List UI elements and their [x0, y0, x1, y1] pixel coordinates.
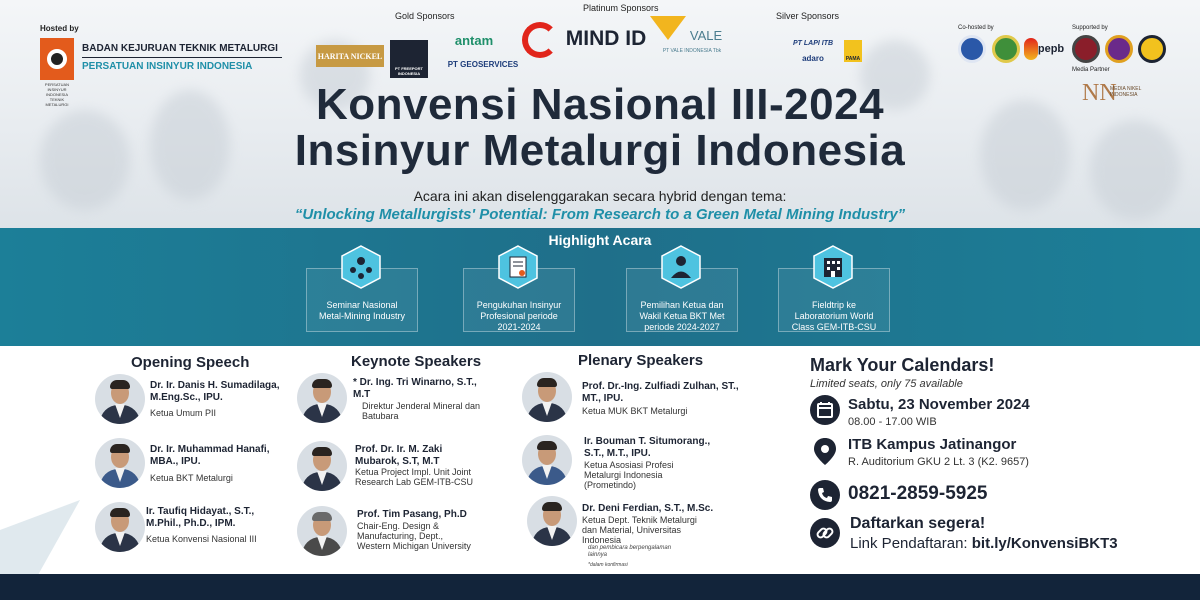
speaker-role: Ketua BKT Metalurgi [150, 473, 233, 483]
support-seal-2-icon [1105, 35, 1133, 63]
speaker-role: Direktur Jenderal Mineral dan Batubara [362, 401, 481, 421]
avatar [522, 435, 572, 485]
speaker-role: Ketua Project Impl. Unit Joint Research Lab GEM-ITB-CSU [355, 467, 474, 487]
bkt-logo-caption: PERSATUAN INSINYUR INDONESIA TEKNIK METALURGI [44, 82, 70, 107]
platinum-sponsors-label: Platinum Sponsors [583, 3, 659, 13]
speaker-name: * Dr. Ing. Tri Winarno, S.T., M.T [353, 377, 477, 400]
speaker-role: Ketua MUK BKT Metalurgi [582, 406, 688, 416]
limited-seats-text: Limited seats, only 75 available [810, 378, 963, 390]
event-theme: “Unlocking Metallurgists' Potential: From Research to a Green Metal Mining Industry” [294, 206, 906, 223]
highlight-title: Highlight Acara [548, 232, 652, 248]
speaker-name: Prof. Dr.-Ing. Zulfiadi Zulhan, ST., MT., IPU. [582, 381, 739, 404]
silver-sponsors-label: Silver Sponsors [776, 11, 840, 21]
lapi-itb-logo: PT LAPI ITB [792, 39, 834, 47]
support-seal-1-icon [1072, 35, 1100, 63]
pepb-icon [1024, 38, 1038, 60]
avatar [95, 374, 145, 424]
event-title-line1: Konvensi Nasional III-2024 [315, 80, 885, 129]
speaker-name: Dr. Ir. Danis H. Sumadilaga, M.Eng.Sc., IPU. [150, 380, 280, 403]
highlight-band [0, 228, 1200, 346]
registration-link[interactable]: bit.ly/KonvensiBKT3 [971, 535, 1118, 552]
speaker-role: Ketua Umum PII [150, 408, 217, 418]
media-nikel-logo: MEDIA NIKEL INDONESIA [1110, 86, 1142, 98]
link-icon [810, 518, 840, 548]
avatar [95, 438, 145, 488]
speaker-name: Dr. Deni Ferdian, S.T., M.Sc. [582, 503, 714, 514]
highlight-card-pemilihan [626, 268, 738, 332]
highlight-card-seminar [306, 268, 418, 332]
speaker-name: Prof. Dr. Ir. M. Zaki Mubarok, S.T, M.T [355, 444, 443, 467]
speaker-role: Chair-Eng. Design & Manufacturing, Dept., Western Michigan University [357, 521, 471, 551]
hosted-by-label: Hosted by [40, 24, 79, 33]
cohosted-label: Co-hosted by [958, 25, 994, 31]
event-time: 08.00 - 17.00 WIB [848, 416, 937, 428]
event-date: Sabtu, 23 November 2024 [848, 396, 1030, 413]
venue-name: ITB Kampus Jatinangor [848, 436, 1017, 453]
highlight-text-pemilihan: Pemilihan Ketua dan Wakil Ketua BKT Met periode 2024-2027 [639, 300, 725, 332]
registration-link-row [850, 535, 1118, 552]
opening-speech-heading: Opening Speech [131, 354, 250, 371]
vale-icon [650, 16, 686, 40]
venue-room: R. Auditorium GKU 2 Lt. 3 (K2. 9657) [848, 456, 1029, 468]
speaker-name: Ir. Taufiq Hidayat., S.T., M.Phil., Ph.D., IPM. [146, 506, 255, 529]
bkt-logo [40, 38, 74, 80]
speaker-role: Ketua Asosiasi Profesi Metalurgi Indonesia (Prometindo) [584, 460, 674, 490]
avatar [297, 373, 347, 423]
adaro-logo: adaro [802, 53, 824, 63]
vale-logo: VALE [689, 27, 723, 43]
avatar [527, 496, 577, 546]
speaker-name: Dr. Ir. Muhammad Hanafi, MBA., IPU. [150, 444, 270, 467]
event-title-line2: Insinyur Metalurgi Indonesia [294, 126, 906, 175]
speaker-name: Prof. Tim Pasang, Ph.D [357, 509, 467, 520]
host-org-name: BADAN KEJURUAN TEKNIK METALURGI [82, 43, 278, 54]
mind-id-icon [522, 22, 558, 58]
footer-bar [0, 574, 1200, 600]
certificate-icon [498, 245, 538, 289]
avatar [297, 441, 347, 491]
building-icon [813, 245, 853, 289]
registration-link-label: Link Pendaftaran: [850, 535, 968, 552]
people-network-icon [341, 245, 381, 289]
host-parent-name: PERSATUAN INSINYUR INDONESIA [82, 61, 253, 72]
media-nikel-icon: NN [1082, 80, 1117, 106]
cohost-seal-1-icon [958, 35, 986, 63]
confirmation-note: *dalam konfirmasi [588, 562, 628, 568]
plenary-note: dan pembicara berpengalaman lainnya [588, 545, 672, 558]
gold-sponsors-label: Gold Sponsors [395, 11, 455, 21]
location-pin-icon [810, 436, 840, 466]
avatar [522, 372, 572, 422]
geoservices-logo: PT GEOSERVICES [447, 59, 519, 69]
hero-banner [0, 0, 1200, 230]
freeport-logo: PT FREEPORT INDONESIA [390, 40, 428, 78]
contact-phone[interactable]: 0821-2859-5925 [848, 483, 988, 504]
event-subtitle: Acara ini akan diselenggarakan secara hybrid dengan tema: [413, 188, 787, 204]
keynote-heading: Keynote Speakers [351, 353, 482, 370]
highlight-card-pengukuhan [463, 268, 575, 332]
phone-icon [810, 480, 840, 510]
media-partner-label: Media Partner [1072, 67, 1110, 73]
highlight-text-seminar: Seminar Nasional Metal-Mining Industry [318, 300, 406, 321]
host-block [40, 24, 290, 107]
mind-id-logo: MIND ID [565, 27, 647, 50]
highlight-text-fieldtrip: Fieldtrip ke Laboratorium World Class GEM-ITB-CSU [791, 300, 877, 332]
speaker-role: Ketua Dept. Teknik Metalurgi dan Material, Universitas Indonesia [582, 515, 697, 545]
pepb-logo: pepb [1037, 43, 1065, 55]
cohost-seal-2-icon [992, 35, 1020, 63]
register-heading: Daftarkan segera! [850, 515, 986, 532]
antam-logo: antam [454, 32, 494, 48]
harita-logo: HARITA NICKEL [316, 45, 384, 67]
plenary-heading: Plenary Speakers [578, 352, 704, 369]
avatar [95, 502, 145, 552]
avatar [297, 506, 347, 556]
speaker-name: Ir. Bouman T. Situmorang., S.T., M.T., IPU. [584, 436, 711, 459]
leader-icon [661, 245, 701, 289]
calendar-icon [810, 395, 840, 425]
highlight-text-pengukuhan: Pengukuhan Insinyur Profesional periode 2021-2024 [476, 300, 562, 332]
host-divider [82, 57, 282, 58]
vale-caption: PT VALE INDONESIA Tbk [662, 48, 722, 54]
speaker-role: Ketua Konvensi Nasional III [146, 534, 257, 544]
highlight-card-fieldtrip [778, 268, 890, 332]
supported-label: Supported by [1072, 25, 1108, 31]
pama-logo: PAMA [844, 40, 862, 62]
mark-calendar-heading: Mark Your Calendars! [810, 355, 995, 375]
support-seal-3-icon [1138, 35, 1166, 63]
